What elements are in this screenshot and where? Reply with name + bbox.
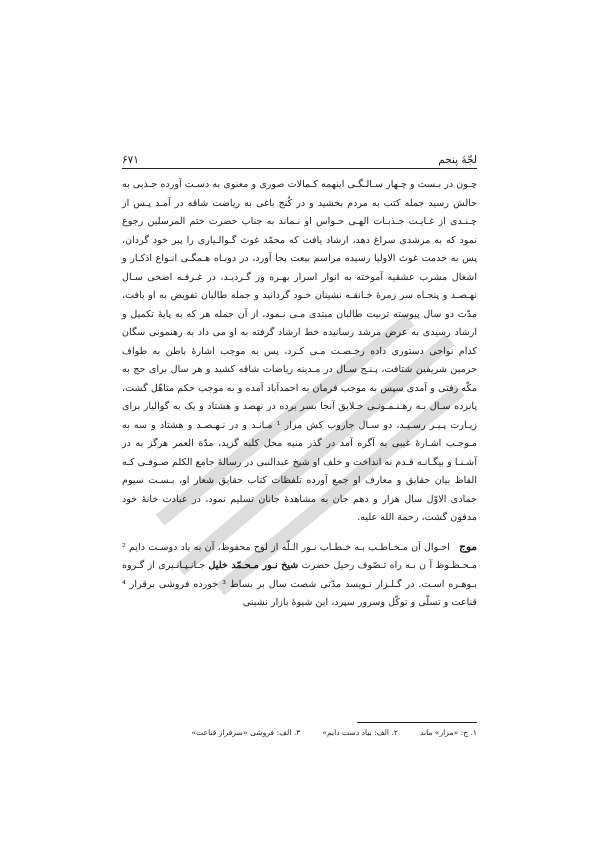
header-rule: [122, 168, 477, 169]
paragraph-2-text-b: جـانـپـانـیری از گـروه بـوهـره اسـت. در گـلـزار نـویسد مدّتی شصت سال بر بساط ³ خورده فروشی برقرار ⁴ قناعت و تسلّی و توکّل وسرور سپرد، این شیوهٔ بازار نشینی: [122, 560, 477, 608]
footnote-1: ۱. ج: «مزار» ماند: [419, 728, 477, 737]
running-header: [122, 148, 477, 166]
paragraph-1: چـون در بـست و چـهار سـالـگـی اینهمه کـمالات صوری و معنوی به دسـت آورده جـذبی به حالش رسید جمله کتب به مردم بخشید و در کُنج باغی به ریاضت شاقه در آمـد پـس از چـنـدی از غـایـت جـذبـات الهـی حـواس او نـماند به جناب حضرت ختم المرسلین رجوع نمود که به مرشدی سراغ دهد، ارشاد یافت که محمّد غوث گـوالـیاری را پیر خود گردان، پس به خدمت غوث الاولیا رسیده مراسم بیعت بجا آورد، در دوبـاه هـمگـی انـواع اذکـار و اشغال مشرب عشقیه آموخته به انوار اسرار بهـره ور گـردیـد، در غـرفـه اضحی سـال نهـصـد و پنجـاه سر زمرهٔ خـانقـه نشینان خـود گردانید و جمله طالبان تفویض به او یافت، مدّت دو سال پیوسته تربیت طالبان مبتدی مـی نـمود، از آن جمله هر که به پایهٔ تکمیل و ارشاد رسیدی به عرض مرشد رسانیده خط ارشاد گرفته به او می داد به رهنمونی سگان کدام نواحی دستوری داده رخـصـت مـی کـرد، پس به موجب اشارهٔ باطن به طواف حرمین شریفین شتافت، پـنـج سـال در مـدینه ریاضات شاقه کشید و هر سال برای حج به مکّه رفتی و آمدی سپس به موجب فرمان به احمدآباد آمده و به موجب حکم متاهّل گشت، پانزده سـال بـه رهـنـمـونـی خـلایق آنجا بسر برده در نهصد و هشتاد و یک به گوالیار برای زیـارت پـیـر رسـیـد، دو سـال جاروب کش مزار ¹ مـانـد و در نـهـصـد و هشتاد و سه به مـوجـب اشـارهٔ غیبی به آگره آمد در گذر منیه محل کلبه گزید، مدّة العمر هرگز به در آشـنـا و بیگـانـه قـدم نه انداخت و خلف او شیخ عبدالنبی در رسالهٔ جامع الکلم صـوفـی کـه الفاظ بیان حقایق و معارف او جمع آورده تلفظات کتاب حقایق شعار او، بـسـت سیوم جمادی الاوّل سال هزار و دهم جان به مشاهدهٔ جانان تسلیم نمود، در عبادت خانهٔ خود مدفون گشت، رحمة الله علیه.: [122, 179, 477, 523]
footnote-rule: [357, 722, 477, 723]
entry-name: شیخ نـور مـحـمّد خلیل: [208, 560, 299, 571]
footnotes: [122, 728, 477, 737]
paragraph-2-text-a: احـوال آن مـخـاطـب بـه خـطـاب نـور الـلّه از لوح محفوظ، آن به یاد دوسـت دایم ² مـحـظـوظ آ ن بـه راه تـصّوف رحیل حضرت: [122, 541, 477, 571]
footnote-2: ۲. الف: بیاد دست دایم»: [322, 728, 398, 737]
section-title: لجّهٔ پنجم: [438, 154, 477, 166]
footnote-3: ۳. الف: فروشی «سرفراز قناعت»: [191, 728, 301, 737]
paragraph-2: [122, 538, 477, 613]
page-number: ۶۷۱: [122, 154, 139, 166]
main-text: [122, 176, 477, 622]
entry-lemma: موج: [459, 540, 477, 553]
